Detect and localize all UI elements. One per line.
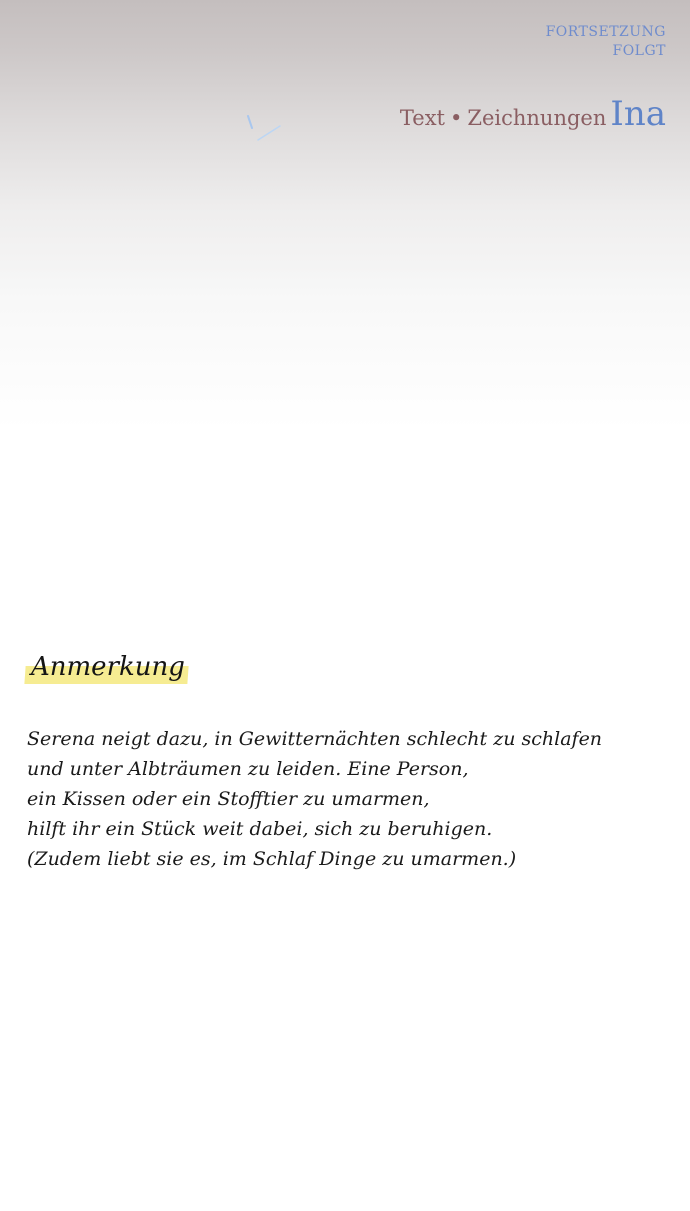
continued-line-2: FOLGT [612, 43, 666, 59]
note-line: Serena neigt dazu, in Gewitternächten schlecht zu schlafen [27, 728, 603, 750]
note-line: ein Kissen oder ein Stofftier zu umarmen, [27, 788, 430, 810]
continued-line-1: FORTSETZUNG [545, 24, 666, 40]
credits-drawings-label: Zeichnungen [467, 106, 607, 130]
note-line: und unter Albträumen zu leiden. Eine Person, [27, 758, 469, 780]
note-line: hilft ihr ein Stück weit dabei, sich zu beruhigen. [27, 818, 493, 840]
credits-separator: • [450, 106, 463, 130]
to-be-continued [546, 23, 666, 61]
note-body [27, 724, 667, 874]
top-gradient-background [0, 0, 690, 430]
sparkle-icon [246, 114, 286, 144]
credits [400, 94, 666, 134]
credits-author-name: Ina [610, 94, 666, 134]
note-heading [25, 648, 185, 686]
credits-text-label: Text [399, 106, 445, 130]
note-title: Anmerkung [31, 652, 185, 682]
note-line: (Zudem liebt sie es, im Schlaf Dinge zu umarmen.) [27, 848, 517, 870]
